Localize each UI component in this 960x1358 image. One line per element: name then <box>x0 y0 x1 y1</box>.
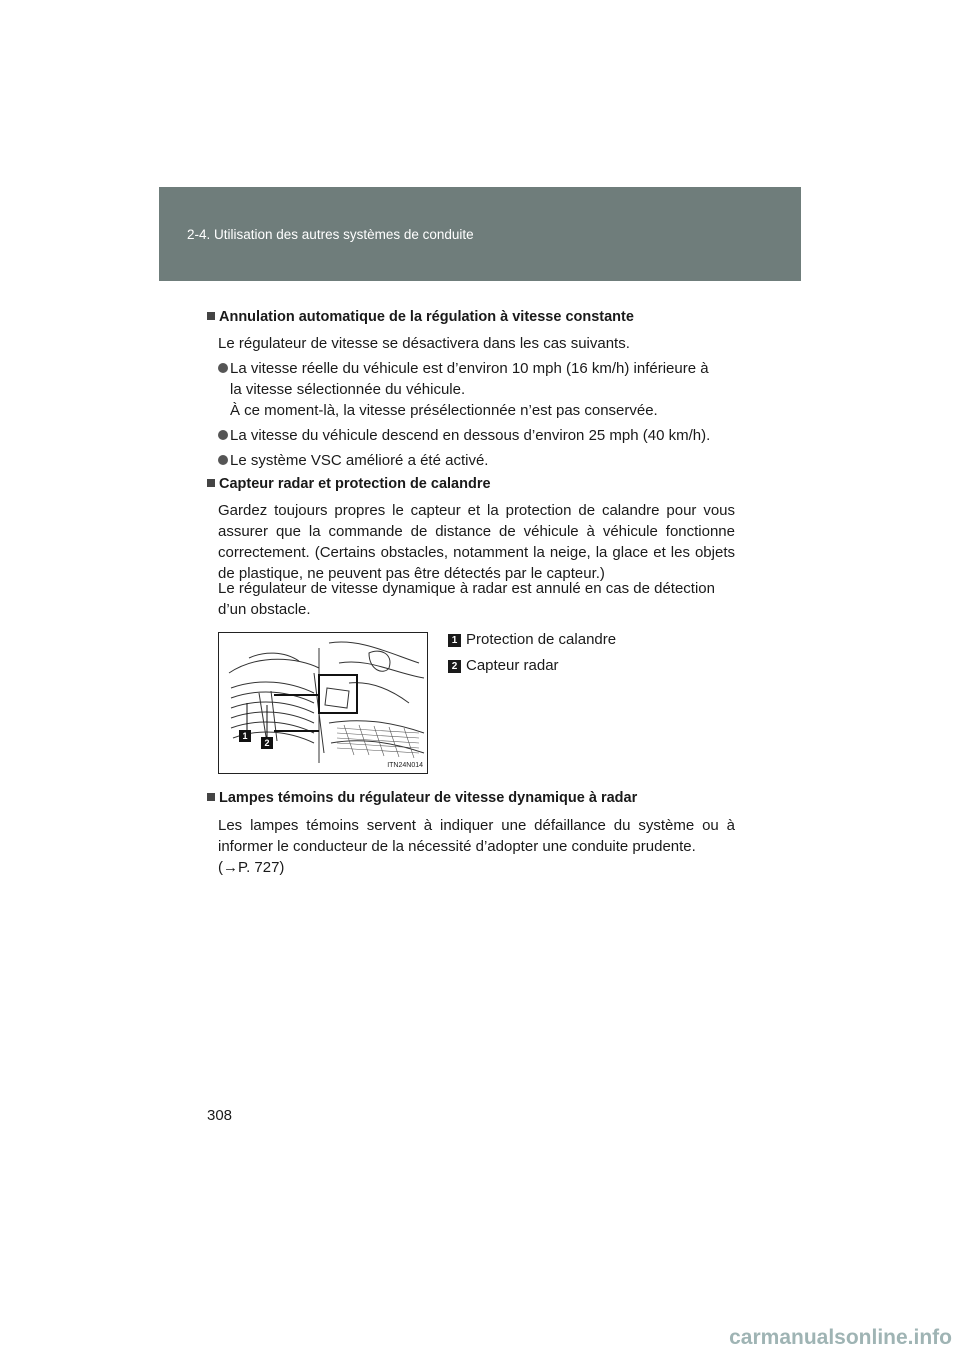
section-body: Les lampes témoins servent à indiquer une défaillance du système ou à informer le conducteur de la nécessité d’adopter une conduite prudente. <box>218 817 735 855</box>
chapter-title: 2-4. Utilisation des autres systèmes de conduite <box>187 227 474 242</box>
list-item: Le système VSC amélioré a été activé. <box>218 450 735 471</box>
square-bullet-icon <box>207 312 215 320</box>
svg-text:1: 1 <box>242 731 248 741</box>
svg-text:2: 2 <box>264 738 270 748</box>
grille-illustration <box>218 632 428 774</box>
legend-item: 2 Capteur radar <box>448 657 559 674</box>
section-body-2: Le régulateur de vitesse dynamique à radar est annulé en cas de détection d’un obstacle. <box>218 580 715 618</box>
list-item: La vitesse réelle du véhicule est d’environ 10 mph (16 km/h) inférieure à la vitesse sélectionnée du véhicule. À ce moment-là, la vitesse présélectionnée n’est pas conservée. <box>218 358 735 421</box>
round-bullet-icon <box>218 455 228 465</box>
number-badge-icon: 1 <box>448 634 461 647</box>
list-item: La vitesse du véhicule descend en dessous d’environ 25 mph (40 km/h). <box>218 425 735 446</box>
round-bullet-icon <box>218 430 228 440</box>
square-bullet-icon <box>207 793 215 801</box>
number-badge-icon: 2 <box>448 660 461 673</box>
watermark: carmanualsonline.info <box>729 1326 952 1349</box>
round-bullet-icon <box>218 363 228 373</box>
section-body: Gardez toujours propres le capteur et la protection de calandre pour vous assurer que la commande de distance de véhicule à véhicule fonctionne correctement. (Certains obstacles, notamment la neige, la glace et les objets de plastique, ne peuvent pas être détectés par le capteur.) <box>218 502 735 582</box>
section-heading-auto-cancel: Annulation automatique de la régulation à vitesse constante <box>207 309 634 325</box>
section-heading-radar-sensor: Capteur radar et protection de calandre <box>207 476 491 492</box>
vehicle-front-illustration <box>219 633 427 773</box>
figure-code: ITN24N014 <box>387 762 423 769</box>
section-heading-indicator-lamps: Lampes témoins du régulateur de vitesse dynamique à radar <box>207 790 637 806</box>
legend-item: 1 Protection de calandre <box>448 631 616 648</box>
square-bullet-icon <box>207 479 215 487</box>
page-number: 308 <box>207 1107 233 1124</box>
page-reference-link[interactable]: (→P. 727) <box>218 859 285 876</box>
chapter-header <box>159 187 801 281</box>
section-intro: Le régulateur de vitesse se désactivera dans les cas suivants. <box>218 335 630 352</box>
